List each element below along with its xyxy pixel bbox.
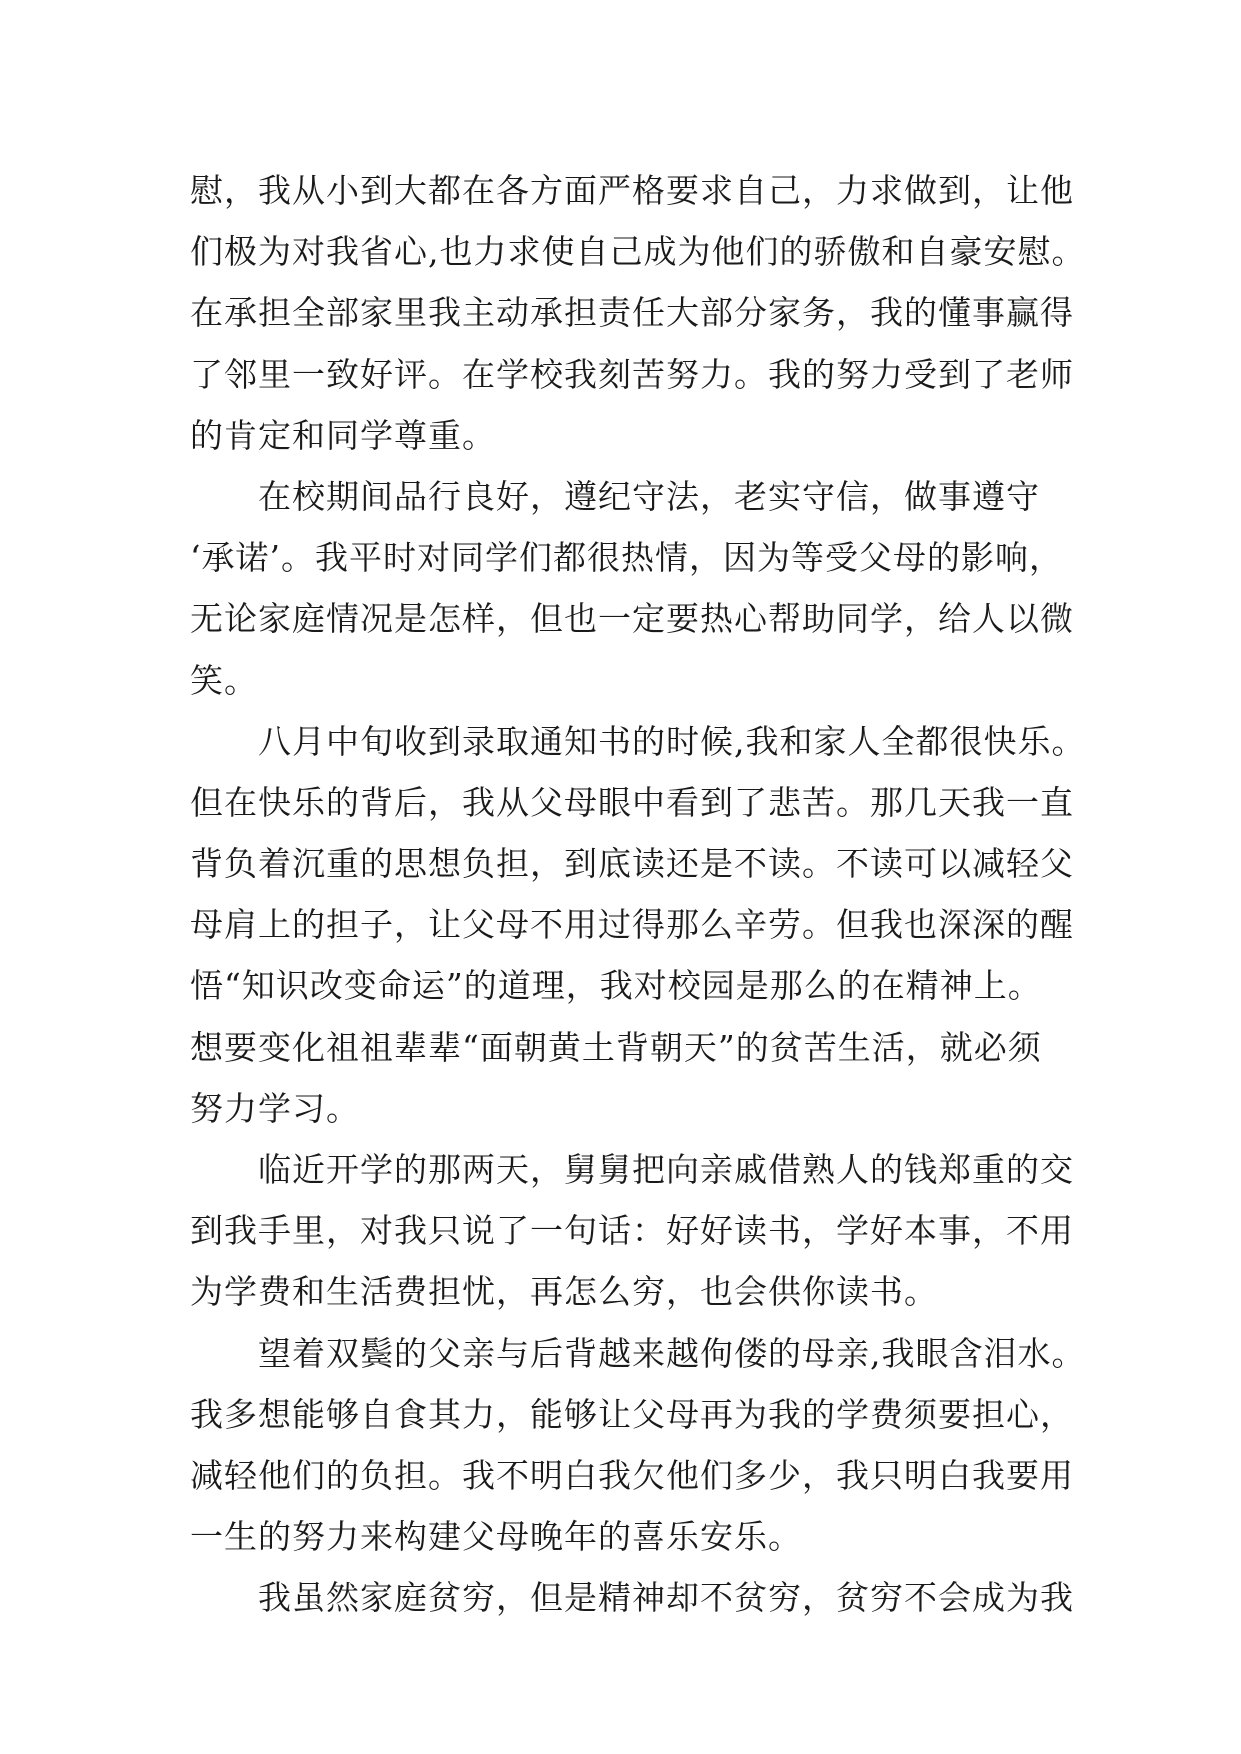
paragraph-first-line: 八月中旬收到录取通知书的时候,我和家人全都很快乐。	[258, 721, 1086, 761]
text-line: 无论家庭情况是怎样，但也一定要热心帮助同学，给人以微	[190, 599, 1074, 639]
text-line: 到我手里，对我只说了一句话：好好读书，学好本事，不用	[190, 1211, 1074, 1251]
text-line: 想要变化祖祖辈辈“面朝黄土背朝天”的贫苦生活，就必须	[190, 1027, 1042, 1067]
text-line: 悟“知识改变命运”的道理，我对校园是那么的在精神上。	[190, 966, 1042, 1006]
text-line: 的肯定和同学尊重。	[190, 415, 496, 455]
text-line: 母肩上的担子，让父母不用过得那么辛劳。但我也深深的醒	[190, 905, 1074, 945]
paragraph-first-line: 望着双鬓的父亲与后背越来越佝偻的母亲,我眼含泪水。	[258, 1333, 1086, 1373]
text-line: 们极为对我省心,也力求使自己成为他们的骄傲和自豪安慰。	[190, 232, 1086, 272]
paragraph-first-line: 临近开学的那两天，舅舅把向亲戚借熟人的钱郑重的交	[258, 1150, 1074, 1189]
text-line: 为学费和生活费担忧，再怎么穷，也会供你读书。	[190, 1272, 938, 1312]
text-line: 了邻里一致好评。在学校我刻苦努力。我的努力受到了老师	[190, 354, 1074, 394]
text-line: ‘承诺’。我平时对同学们都很热情，因为等受父母的影响，	[190, 538, 1063, 578]
text-line: 我多想能够自食其力，能够让父母再为我的学费须要担心，	[190, 1394, 1074, 1434]
text-line: 笑。	[190, 660, 258, 700]
text-line: 但在快乐的背后，我从父母眼中看到了悲苦。那几天我一直	[190, 782, 1074, 822]
text-line: 慰，我从小到大都在各方面严格要求自己，力求做到，让他	[190, 171, 1074, 210]
document-body	[190, 160, 1090, 1629]
paragraph-first-line: 我虽然家庭贫穷，但是精神却不贫穷，贫穷不会成为我	[258, 1578, 1074, 1618]
text-line: 背负着沉重的思想负担，到底读还是不读。不读可以减轻父	[190, 844, 1074, 884]
paragraph-first-line: 在校期间品行良好，遵纪守法，老实守信，做事遵守	[258, 476, 1040, 516]
text-line: 减轻他们的负担。我不明白我欠他们多少，我只明白我要用	[190, 1455, 1074, 1495]
text-line: 努力学习。	[190, 1088, 360, 1128]
text-line: 在承担全部家里我主动承担责任大部分家务，我的懂事赢得	[190, 293, 1074, 333]
text-line: 一生的努力来构建父母晚年的喜乐安乐。	[190, 1517, 802, 1557]
